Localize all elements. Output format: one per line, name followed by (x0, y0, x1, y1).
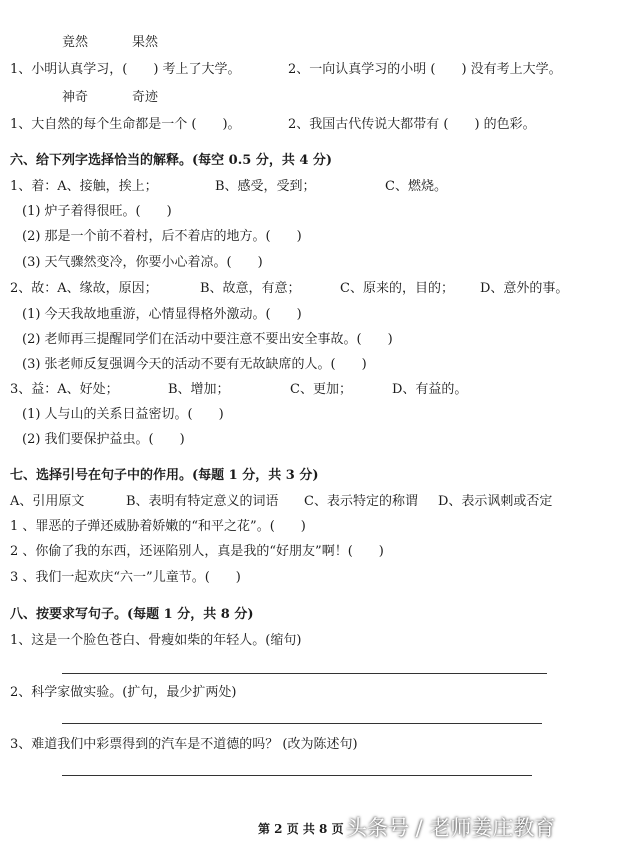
quote-option: B、表明有特定意义的词语 (126, 494, 279, 509)
quote-option: C、表示特定的称谓 (304, 494, 418, 509)
definition: 3、益：A、好处； (10, 382, 119, 397)
word-option: 果然 (132, 35, 159, 50)
question: 1 、罪恶的子弹还威胁着娇嫩的“和平之花”。( ) (10, 519, 306, 534)
question: 3 、我们一起欢庆“六一”儿童节。( ) (10, 570, 241, 585)
question: (3) 张老师反复强调今天的活动不要有无故缺席的人。( ) (22, 357, 367, 372)
question: 2、一向认真学习的小明 ( ) 没有考上大学。 (288, 62, 562, 77)
question: 1、这是一个脸色苍白、骨瘦如柴的年轻人。(缩句) (10, 633, 302, 648)
question: 1、小明认真学习，( ) 考上了大学。 (10, 62, 241, 77)
answer-line[interactable] (62, 775, 532, 776)
definition: B、增加； (168, 382, 230, 397)
question: (2) 那是一个前不着村，后不着店的地方。( ) (22, 229, 302, 244)
quote-option: D、表示讽刺或否定 (438, 494, 553, 509)
question: (1) 人与山的关系日益密切。( ) (22, 407, 224, 422)
answer-line[interactable] (62, 723, 542, 724)
question: 2、我国古代传说大都带有 ( ) 的色彩。 (288, 117, 536, 132)
question: (2) 老师再三提醒同学们在活动中要注意不要出安全事故。( ) (22, 332, 393, 347)
word-option: 奇迹 (132, 90, 159, 105)
question: 1、大自然的每个生命都是一个 ( )。 (10, 117, 241, 132)
watermark: 头条号 / 老师姜庄教育 (346, 816, 556, 840)
question: (1) 今天我故地重游，心情显得格外激动。( ) (22, 307, 302, 322)
section-title: 七、选择引号在句子中的作用。(每题 1 分，共 3 分) (10, 468, 319, 483)
definition: D、有益的。 (392, 382, 468, 397)
definition: 1、着：A、接触，挨上； (10, 179, 158, 194)
question: 3、难道我们中彩票得到的汽车是不道德的吗？ (改为陈述句) (10, 737, 358, 752)
definition: B、感受，受到； (215, 179, 316, 194)
question: (1) 炉子着得很旺。( ) (22, 204, 172, 219)
definition: 2、故：A、缘故，原因； (10, 281, 158, 296)
question: 2 、你偷了我的东西，还诬陷别人，真是我的“好朋友”啊！( ) (10, 544, 384, 559)
quote-option: A、引用原文 (10, 494, 85, 509)
word-option: 神奇 (62, 90, 89, 105)
answer-line[interactable] (62, 673, 547, 674)
definition: C、原来的，目的； (340, 281, 454, 296)
question: (2) 我们要保护益虫。( ) (22, 432, 185, 447)
definition: C、更加； (290, 382, 352, 397)
section-title: 八、按要求写句子。(每题 1 分，共 8 分) (10, 607, 254, 622)
question: 2、科学家做实验。(扩句，最少扩两处) (10, 685, 237, 700)
word-option: 竟然 (62, 35, 89, 50)
section-title: 六、给下列字选择恰当的解释。(每空 0.5 分，共 4 分) (10, 153, 333, 168)
definition: B、故意，有意； (200, 281, 301, 296)
definition: D、意外的事。 (480, 281, 569, 296)
page-number: 第 2 页 共 8 页 (258, 822, 344, 836)
definition: C、燃烧。 (385, 179, 447, 194)
question: (3) 天气骤然变冷，你要小心着凉。( ) (22, 255, 263, 270)
